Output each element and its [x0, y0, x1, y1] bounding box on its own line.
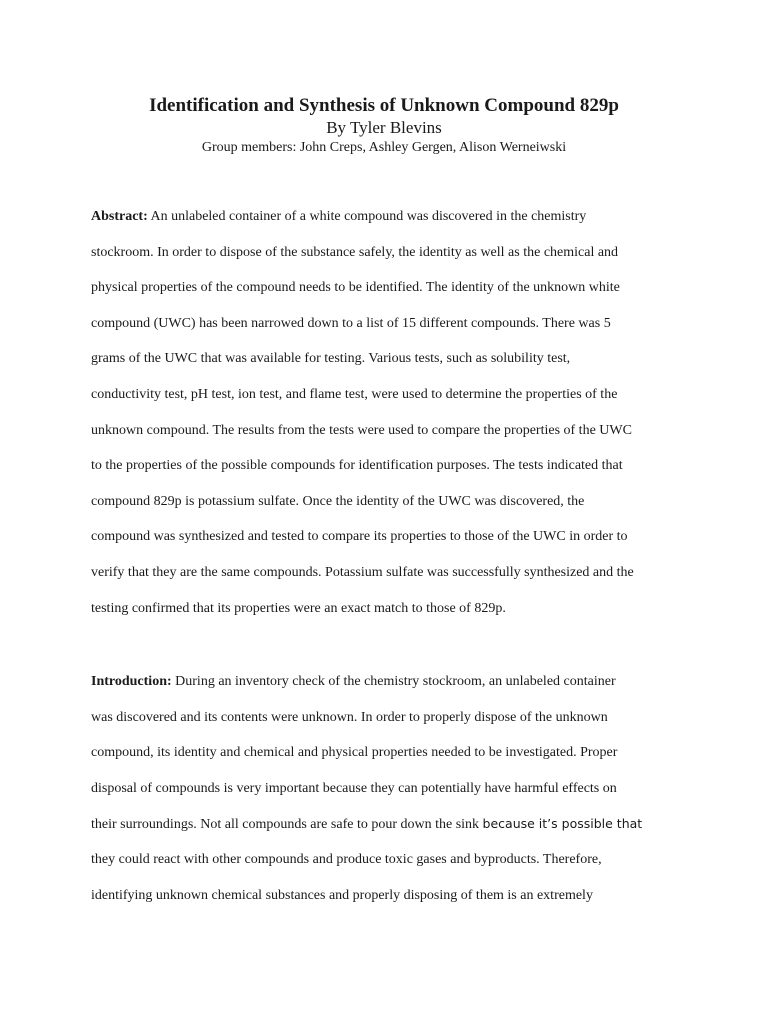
abstract-line: stockroom. In order to dispose of the substance safely, the identity as well as the chemical and [91, 244, 619, 260]
introduction-line: they could react with other compounds and produce toxic gases and byproducts. Therefore, [91, 851, 602, 867]
abstract-line: compound 829p is potassium sulfate. Once the identity of the UWC was discovered, the [91, 493, 585, 509]
abstract-line: verify that they are the same compounds. Potassium sulfate was successfully synthesized and the [91, 564, 634, 580]
abstract-section [91, 208, 681, 635]
abstract-line: conductivity test, pH test, ion test, and flame test, were used to determine the properties of the [91, 386, 618, 402]
introduction-heading: Introduction: [91, 674, 172, 689]
abstract-line [91, 208, 681, 244]
abstract-heading: Abstract: [91, 209, 148, 224]
abstract-line: compound (UWC) has been narrowed down to a list of 15 different compounds. There was 5 [91, 315, 611, 331]
abstract-line: unknown compound. The results from the tests were used to compare the properties of the UWC [91, 422, 632, 438]
abstract-line: testing confirmed that its properties were an exact match to those of 829p. [91, 600, 506, 616]
introduction-text: During an inventory check of the chemistry stockroom, an unlabeled container [171, 674, 616, 689]
introduction-line: identifying unknown chemical substances and properly disposing of them is an extremely [91, 887, 593, 903]
introduction-line: disposal of compounds is very important because they can potentially have harmful effects on [91, 780, 617, 796]
document-title: Identification and Synthesis of Unknown Compound 829p [149, 95, 619, 116]
introduction-text: their surroundings. Not all compounds are safe to pour down the sink [91, 817, 483, 833]
abstract-line: grams of the UWC that was available for testing. Various tests, such as solubility test, [91, 351, 571, 367]
abstract-line: to the properties of the possible compounds for identification purposes. The tests indicated that [91, 458, 623, 474]
introduction-line: compound, its identity and chemical and physical properties needed to be investigated. Proper [91, 745, 618, 761]
group-members: Group members: John Creps, Ashley Gergen, Alison Werneiwski [201, 140, 567, 155]
introduction-section [91, 673, 681, 922]
abstract-text: An unlabeled container of a white compound was discovered in the chemistry [147, 209, 587, 224]
introduction-sans-run: because it’s possible that [482, 816, 643, 832]
abstract-line: physical properties of the compound needs to be identified. The identity of the unknown white [91, 280, 620, 296]
introduction-line: was discovered and its contents were unknown. In order to properly dispose of the unknown [91, 709, 608, 725]
introduction-line [91, 815, 681, 851]
document-author: By Tyler Blevins [326, 118, 442, 137]
abstract-line: compound was synthesized and tested to compare its properties to those of the UWC in order to [91, 529, 628, 545]
introduction-line [91, 673, 681, 709]
